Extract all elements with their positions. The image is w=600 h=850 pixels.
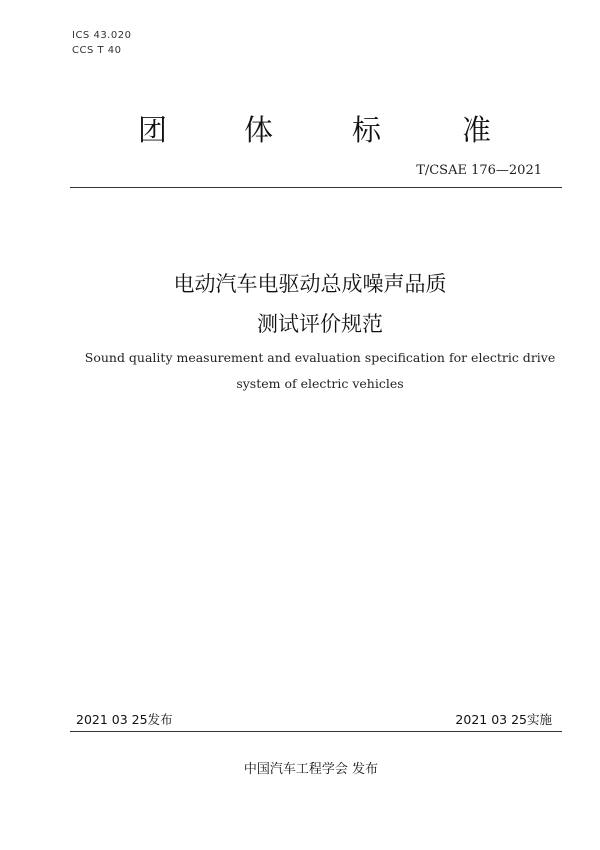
title-cn-line1: 电动汽车电驱动总成噪声品质	[173, 272, 447, 296]
title-en-line2: system of electric vehicles	[236, 376, 404, 391]
title-cn-line2: 测试评价规范	[257, 312, 383, 336]
standard-type-heading	[0, 108, 600, 148]
ics-code: ICS 43.020	[72, 30, 132, 41]
standard-type-char: 体	[244, 113, 274, 147]
standard-type-char: 准	[462, 113, 492, 147]
bottom-divider	[70, 731, 562, 732]
standard-type-char: 标	[352, 113, 382, 147]
title-en-line1: Sound quality measurement and evaluation specification for electric drive	[84, 350, 556, 365]
implementation-date: 2021 03 25实施	[455, 712, 552, 727]
issue-date: 2021 03 25发布	[76, 712, 173, 727]
standard-number: T/CSAE 176—2021	[416, 163, 542, 178]
standard-type-char: 团	[138, 113, 168, 147]
ccs-code: CCS T 40	[72, 45, 122, 56]
top-divider	[70, 187, 562, 188]
publisher: 中国汽车工程学会 发布	[243, 762, 379, 777]
